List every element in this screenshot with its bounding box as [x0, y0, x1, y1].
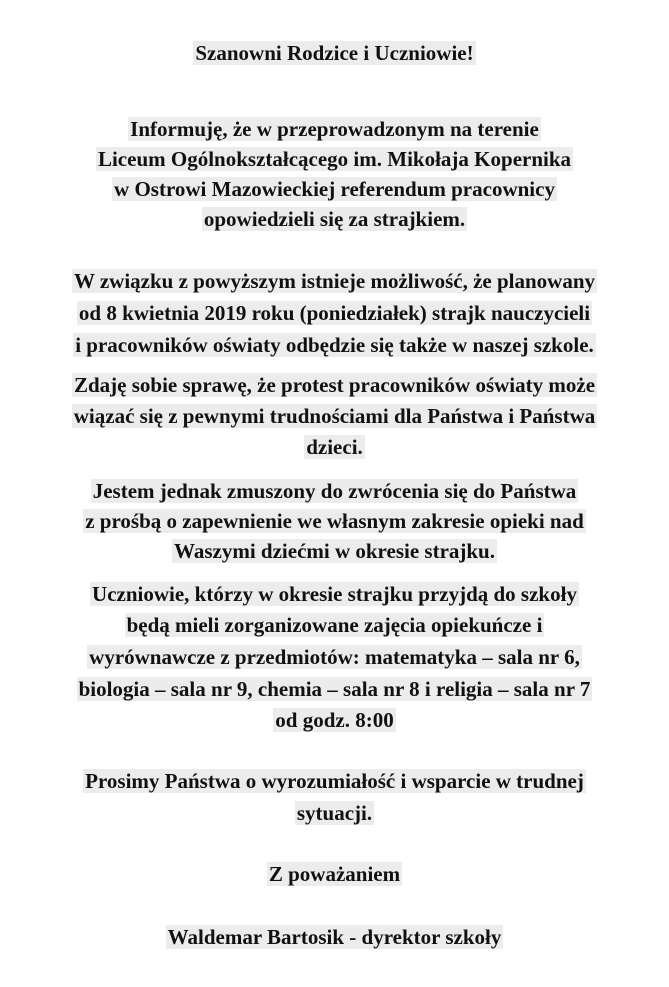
- paragraph-text: od 8 kwietnia 2019 roku (poniedziałek) strajk nauczycieli: [78, 301, 591, 325]
- paragraph-text: Prosimy Państwa o wyrozumiałość i wsparcie w trudnej: [85, 769, 584, 793]
- paragraph-line: [0, 332, 669, 359]
- paragraph-line: [0, 434, 669, 461]
- paragraph-line: [0, 403, 669, 430]
- paragraph-text: biologia – sala nr 9, chemia – sala nr 8 i religia – sala nr 7: [78, 677, 591, 701]
- paragraph-text: opowiedzieli się za strajkiem.: [203, 207, 466, 231]
- paragraph-text: będą mieli zorganizowane zajęcia opiekuńcze i: [126, 613, 543, 637]
- paragraph-text: Waszymi dziećmi w okresie strajku.: [174, 539, 495, 563]
- paragraph-line: [0, 300, 669, 327]
- paragraph-text: wyrównawcze z przedmiotów: matematyka – sala nr 6,: [89, 645, 580, 669]
- paragraph-text: wiązać się z pewnymi trudnościami dla Państwa i Państwa: [73, 404, 596, 428]
- paragraph-line: [0, 581, 669, 608]
- paragraph-line: [0, 768, 669, 795]
- paragraph-line: [0, 268, 669, 295]
- paragraph-text: W związku z powyższym istnieje możliwość, że planowany: [73, 269, 596, 293]
- paragraph-text: w Ostrowi Mazowieckiej referendum pracownicy: [114, 177, 555, 201]
- paragraph-line: [0, 146, 669, 173]
- paragraph-line: [0, 206, 669, 233]
- paragraph-text: sytuacji.: [296, 801, 373, 825]
- greeting-line: [0, 40, 669, 67]
- greeting: Szanowni Rodzice i Uczniowie!: [195, 41, 474, 65]
- paragraph-line: [0, 478, 669, 505]
- paragraph-text: z prośbą o zapewnienie we własnym zakresie opieki nad: [85, 509, 584, 533]
- paragraph-text: Zdaję sobie sprawę, że protest pracowników oświaty może: [73, 373, 596, 397]
- signature-line: [0, 924, 669, 951]
- signature: Waldemar Bartosik - dyrektor szkoły: [167, 925, 502, 949]
- paragraph-line: [0, 644, 669, 671]
- paragraph-line: [0, 538, 669, 565]
- closing-line: [0, 861, 669, 888]
- paragraph-line: [0, 176, 669, 203]
- paragraph-text: Informuję, że w przeprowadzonym na terenie: [130, 117, 539, 141]
- paragraph-line: [0, 800, 669, 827]
- paragraph-line: [0, 676, 669, 703]
- paragraph-line: [0, 116, 669, 143]
- paragraph-text: dzieci.: [306, 435, 363, 459]
- paragraph-line: [0, 372, 669, 399]
- closing: Z poważaniem: [268, 862, 401, 886]
- paragraph-text: Jestem jednak zmuszony do zwrócenia się do Państwa: [92, 479, 577, 503]
- paragraph-text: Uczniowie, którzy w okresie strajku przyjdą do szkoły: [92, 582, 577, 606]
- paragraph-line: [0, 612, 669, 639]
- paragraph-text: i pracowników oświaty odbędzie się także w naszej szkole.: [75, 333, 594, 357]
- paragraph-line: [0, 707, 669, 734]
- paragraph-line: [0, 508, 669, 535]
- paragraph-text: od godz. 8:00: [275, 708, 394, 732]
- paragraph-text: Liceum Ogólnokształcącego im. Mikołaja Kopernika: [97, 147, 572, 171]
